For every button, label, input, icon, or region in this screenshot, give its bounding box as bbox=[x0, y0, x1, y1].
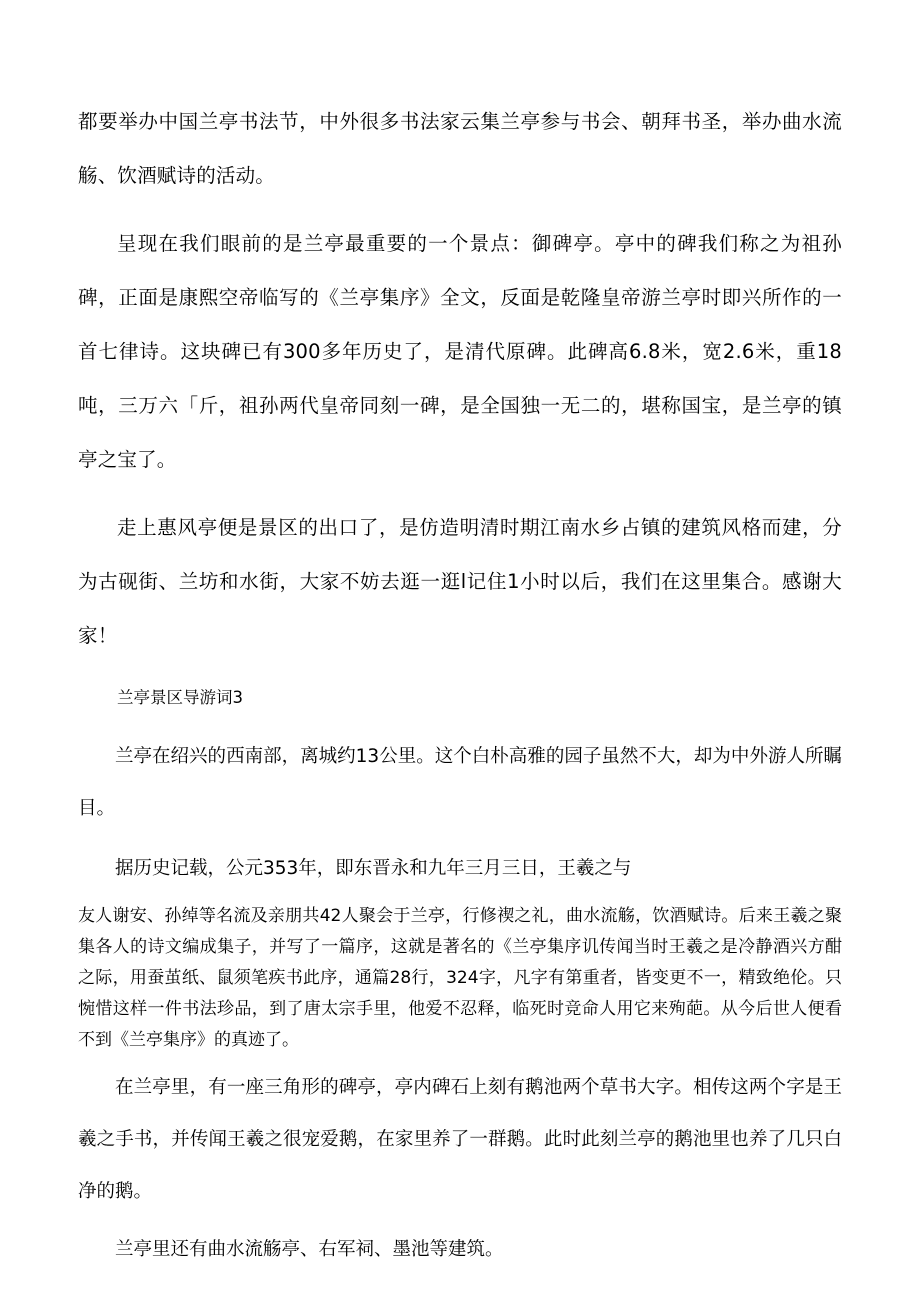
paragraph-5: 兰亭在绍兴的西南部，离城约13公里。这个白朴高雅的园子虽然不大，却为中外游人所瞩目。 bbox=[78, 746, 842, 819]
paragraph-7: 友人谢安、孙绰等名流及亲朋共42人聚会于兰亭，行修禊之礼，曲水流觞，饮酒赋诗。后来王羲之聚集各人的诗文编成集子，并写了一篇序，这就是著名的《兰亭集序讥传闻当时王羲之是冷静酒兴方酣之际，用蚕茧纸、鼠须笔疾书此序，通篇28行，324字，凡字有第重者，皆变更不一，精致绝伦。只惋惜这样一件书法珍品，到了唐太宗手里，他爱不忍释，临死时竞命人用它来殉葩。从今后世人便看不到《兰亭集序》的真迹了。 bbox=[78, 906, 842, 1050]
paragraph-9: 兰亭里还有曲水流觞亭、右军祠、墨池等建筑。 bbox=[115, 1239, 504, 1260]
paragraph-8: 在兰亭里，有一座三角形的碑亭，亭内碑石上刻有鹅池两个草书大字。相传这两个字是王羲之手书，并传闻王羲之很宠爱鹅，在家里养了一群鹅。此时此刻兰亭的鹅池里也养了几只白净的鹅。 bbox=[78, 1077, 842, 1202]
paragraph-spacer bbox=[78, 663, 842, 673]
paragraph-spacer bbox=[78, 203, 842, 217]
paragraph-spacer bbox=[78, 835, 842, 843]
paragraph-3: 走上惠风亭便是景区的出口了，是仿造明清时期江南水乡占镇的建筑风格而建，分为古砚街、兰坊和水街，大家不妨去逛一逛l记住1小时以后，我们在这里集合。感谢大家！ bbox=[78, 516, 842, 647]
paragraph-spacer bbox=[78, 487, 842, 501]
paragraph-1: 都要举办中国兰亭书法节，中外很多书法家云集兰亭参与书会、朝拜书圣，举办曲水流觞、饮酒赋诗的活动。 bbox=[78, 110, 842, 187]
paragraph-6: 据历史记载，公元353年，即东晋永和九年三月三日，王羲之与 bbox=[115, 858, 632, 879]
paragraph-spacer bbox=[78, 723, 842, 731]
paragraph-2: 呈现在我们眼前的是兰亭最重要的一个景点：御碑亭。亭中的碑我们称之为祖孙碑，正面是康熙空帝临写的《兰亭集序》全文，反面是乾隆皇帝游兰亭时即兴所作的一首七律诗。这块碑已有300多年历史了，是清代原碑。此碑高6.8米，宽2.6米，重18吨，三万六「斤，祖孙两代皇帝同刻一碑，是全国独一无二的，堪称国宝，是兰亭的镇亭之宝了。 bbox=[78, 232, 842, 471]
section-heading-lanting-3: 兰亭景区导游词3 bbox=[117, 688, 243, 707]
